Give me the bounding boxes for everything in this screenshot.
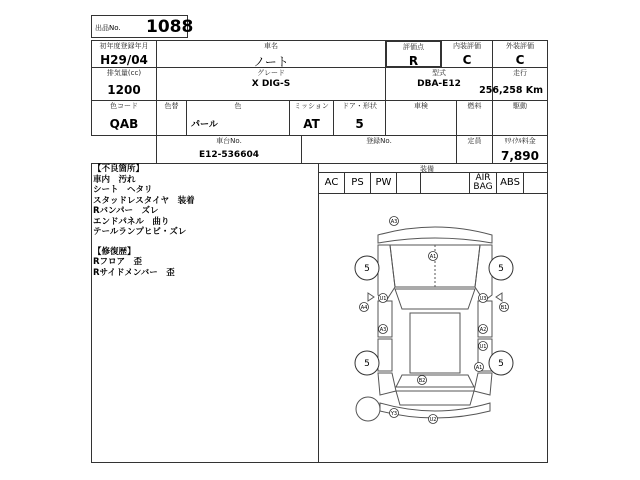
fault-item: シート ヘタリ — [93, 185, 153, 195]
lot-label: 出品No. — [95, 24, 121, 32]
repair-item: Rサイドメンバー 歪 — [93, 267, 175, 278]
fault-item: テールランプヒビ・ズレ — [93, 227, 187, 237]
interior-score-cell — [441, 40, 493, 68]
damage-mark-label: U3 — [479, 296, 487, 302]
right-rear-fender — [474, 373, 492, 395]
exterior-score-cell — [492, 40, 548, 68]
damage-mark-label: A2 — [479, 327, 487, 333]
fault-item: 車内 汚れ — [93, 174, 136, 185]
chassis-value: E12-536604 — [199, 150, 259, 160]
back-door — [396, 391, 474, 405]
fault-item: Rバンパー ズレ — [93, 206, 159, 216]
equipment-extra — [524, 173, 548, 193]
tire-front-left-label: 5 — [364, 264, 370, 274]
color-code-value: QAB — [109, 117, 139, 131]
spare-tire-outline — [356, 397, 380, 421]
drive-header: 駆動 — [513, 102, 527, 110]
inspection-header: 車検 — [414, 102, 428, 110]
faults-title: 【不良箇所】 — [93, 164, 145, 174]
inspection-cell — [385, 100, 457, 136]
color-value: パール — [191, 120, 218, 130]
score-cell — [385, 40, 442, 68]
damage-mark-label: B1 — [500, 305, 508, 311]
damage-mark-label: A1 — [475, 365, 483, 371]
right-mirror — [496, 293, 502, 301]
capacity-header: 定員 — [467, 137, 482, 145]
exterior-score-header: 外装評価 — [506, 42, 534, 50]
repair-item: Rフロア 歪 — [93, 257, 143, 267]
score-header: 評価点 — [403, 43, 424, 51]
first-registration-cell — [91, 40, 157, 68]
color-cell — [186, 100, 290, 136]
equipment-row — [318, 172, 548, 194]
color-code-header: 色コード — [110, 102, 138, 110]
equipment-ps: PS — [345, 173, 371, 193]
front-bumper — [378, 227, 492, 243]
displacement-header: 排気量(cc) — [106, 69, 142, 77]
fault-item: エンドパネル 曲り — [93, 216, 170, 227]
damage-mark-label: B2 — [418, 378, 426, 384]
windshield — [395, 289, 475, 309]
drive-cell — [492, 100, 548, 136]
right-front-fender — [475, 245, 492, 301]
tire-rear-left-label: 5 — [364, 359, 370, 369]
capacity-cell — [456, 135, 493, 164]
mileage-value: 256,258 Km — [479, 85, 543, 96]
displacement-value: 1200 — [107, 83, 141, 97]
first-registration-value: H29/04 — [100, 53, 148, 67]
faults-section — [93, 164, 195, 278]
fault-item: スタッドレスタイヤ 装着 — [93, 195, 195, 206]
registration-cell — [301, 135, 457, 164]
displacement-cell — [91, 67, 157, 101]
fuel-header: 燃料 — [467, 102, 482, 110]
recycle-fee-header: ﾘｻｲｸﾙ料金 — [504, 137, 536, 145]
left-rear-fender — [378, 373, 396, 395]
equipment-header: 装備 — [420, 165, 434, 173]
model-header: 型式 — [432, 69, 446, 77]
chassis-cell — [156, 135, 302, 164]
rear-glass — [396, 375, 474, 387]
tire-rear-right-label: 5 — [498, 359, 504, 369]
body-divider — [318, 163, 319, 463]
recycle-fee-value: 7,890 — [501, 149, 539, 163]
damage-mark-label: Y3 — [390, 411, 398, 417]
color-type-cell — [156, 100, 187, 136]
interior-score-header: 内装評価 — [453, 42, 481, 50]
left-mirror — [368, 293, 374, 301]
grade-value: X DIG-S — [251, 79, 291, 89]
damage-mark-label: A1 — [429, 254, 437, 260]
car-name-cell — [156, 40, 386, 68]
doors-header: ドア・形状 — [342, 102, 377, 110]
color-header: 色 — [234, 102, 242, 110]
left-front-fender — [378, 245, 395, 301]
equipment-airbag: AIR BAG — [470, 173, 497, 193]
mission-header: ミッション — [294, 102, 329, 110]
damage-mark-label: A4 — [360, 305, 368, 311]
car-name-value: ノート — [253, 55, 289, 69]
first-registration-header: 初年度登録年月 — [99, 42, 149, 50]
score-value: R — [408, 54, 419, 68]
damage-mark-label: U1 — [379, 296, 387, 302]
recycle-fee-cell — [492, 135, 548, 164]
interior-score-value: C — [462, 53, 472, 67]
equipment-ac: AC — [319, 173, 345, 193]
model-value: DBA-E12 — [417, 79, 461, 89]
lot-number: 1088 — [146, 17, 194, 37]
chassis-header: 車台No. — [216, 137, 242, 145]
grade-cell — [156, 67, 386, 101]
color-code-cell — [91, 100, 157, 136]
mission-value: AT — [303, 117, 320, 131]
roof — [410, 313, 460, 373]
car-name-header: 車名 — [264, 42, 278, 50]
fuel-cell — [456, 100, 493, 136]
equipment-abs: ABS — [497, 173, 524, 193]
exterior-score-value: C — [515, 53, 525, 67]
lot-number-box — [91, 15, 194, 38]
tire-front-right-label: 5 — [498, 264, 504, 274]
equipment-pw: PW — [371, 173, 397, 193]
damage-mark-label: U2 — [429, 417, 437, 423]
equipment-spacer — [421, 173, 470, 193]
color-type-header: 色替 — [164, 102, 179, 110]
left-rear-door — [378, 339, 392, 371]
doors-value: 5 — [355, 117, 364, 131]
damage-mark-label: A3 — [379, 327, 387, 333]
grade-header: グレード — [257, 69, 285, 77]
equipment-blank — [397, 173, 421, 193]
mileage-header: 走行 — [513, 69, 527, 77]
doors-cell — [333, 100, 386, 136]
mission-cell — [289, 100, 334, 136]
car-damage-diagram — [330, 205, 540, 435]
registration-header: 登録No. — [366, 137, 392, 145]
damage-mark-label: A3 — [390, 219, 398, 225]
repairs-title: 【修復歴】 — [93, 246, 136, 257]
damage-mark-label: U1 — [479, 344, 487, 350]
